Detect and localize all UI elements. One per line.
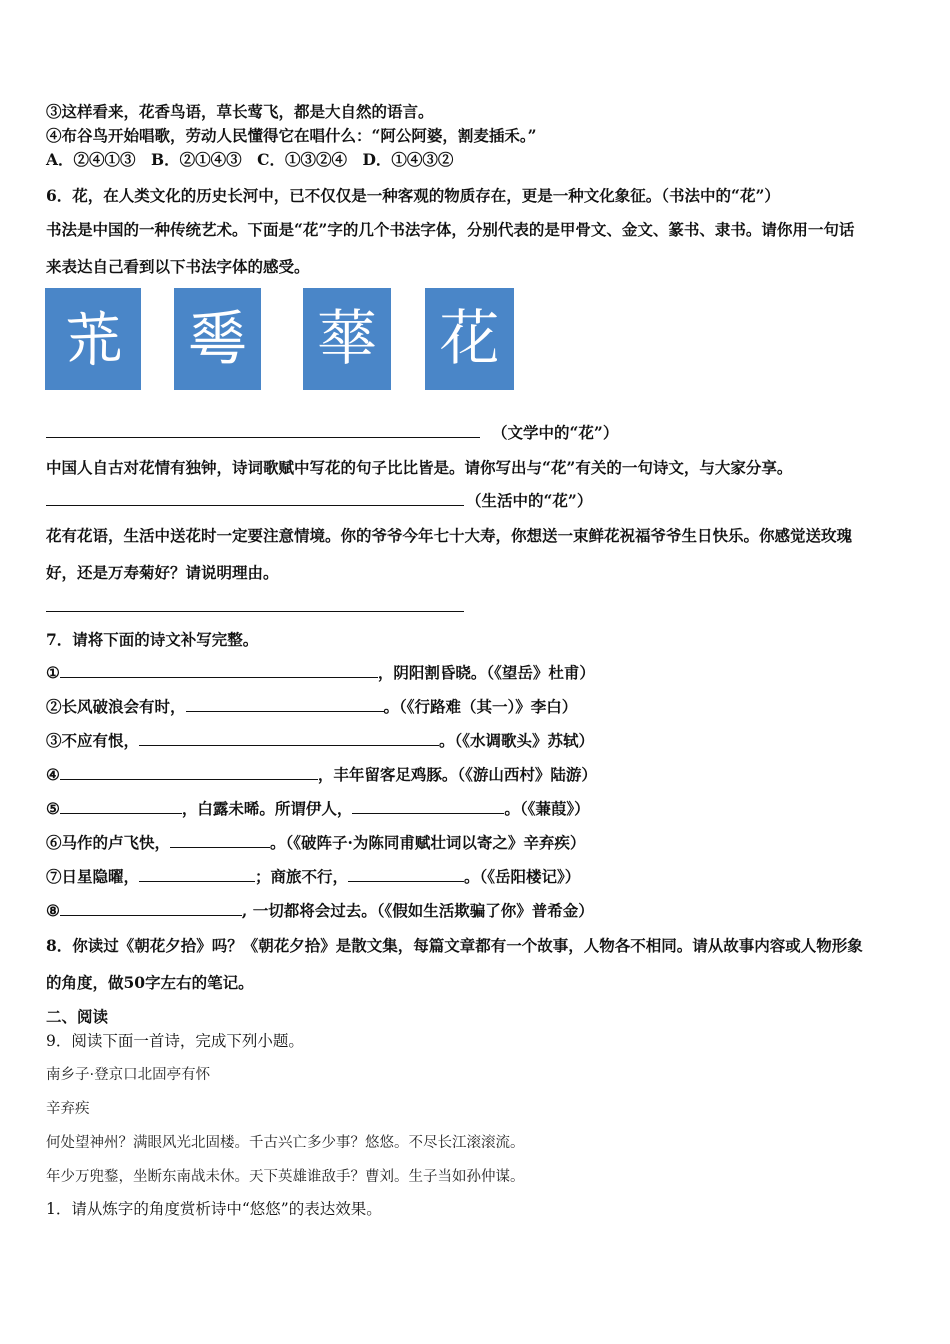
q7-line-5-middle: ，白露未晞。所谓伊人， bbox=[181, 799, 353, 818]
bronze-glyph-image bbox=[174, 288, 261, 390]
q5-option-line-3: ③这样看来，花香鸟语，草长莺飞，都是大自然的语言。 bbox=[46, 102, 434, 121]
q7-line-5-suffix: 。（《蒹葭》） bbox=[504, 799, 590, 818]
q7-blank-7a[interactable] bbox=[139, 866, 255, 882]
q6-calligraphy-text-2: 来表达自己看到以下书法字体的感受。 bbox=[46, 257, 310, 276]
q8-text-2: 的角度，做50字左右的笔记。 bbox=[46, 973, 254, 992]
poem-line-2: 年少万兜鍪，坐断东南战未休。天下英雄谁敌手？曹刘。生子当如孙仲谋。 bbox=[46, 1169, 525, 1185]
q6-literature-label: （文学中的“花”） bbox=[492, 423, 619, 442]
q7-stem: 7．请将下面的诗文补写完整。 bbox=[46, 630, 259, 649]
q7-line-8-suffix: , 一切都将会过去。（《假如生活欺骗了你》普希金） bbox=[241, 901, 594, 920]
q7-line-7-prefix: ⑦日星隐曜， bbox=[46, 867, 140, 886]
q7-line-2 bbox=[46, 696, 577, 718]
clerical-script-glyph: 花 bbox=[439, 304, 500, 374]
q7-line-1 bbox=[46, 662, 595, 684]
q7-blank-7b[interactable] bbox=[348, 866, 464, 882]
poem-line-1: 何处望神州？满眼风光北固楼。千古兴亡多少事？悠悠。不尽长江滚滚流。 bbox=[46, 1135, 525, 1151]
q5-option-line-4: ④布谷鸟开始唱歌，劳动人民懂得它在唱什么：“阿公阿婆，割麦插禾。” bbox=[46, 126, 537, 145]
q7-line-2-prefix: ②长风破浪会有时， bbox=[46, 697, 186, 716]
q6-answer-blank-1[interactable] bbox=[46, 437, 480, 438]
q7-line-6 bbox=[46, 832, 585, 854]
q6-life-text-1: 花有花语，生活中送花时一定要注意情境。你的爷爷今年七十大寿，你想送一束鲜花祝福爷爷生日快乐。你感觉送玫瑰 bbox=[46, 526, 853, 545]
q7-line-1-suffix: ，阴阳割昏晓。（《望岳》杜甫） bbox=[377, 663, 595, 682]
q6-calligraphy-text-1: 书法是中国的一种传统艺术。下面是“花”字的几个书法字体，分别代表的是甲骨文、金文、篆书、隶书。请你用一句话 bbox=[46, 220, 855, 239]
q6-literature-text: 中国人自古对花情有独钟，诗词歌赋中写花的句子比比皆是。请你写出与“花”有关的一句诗文，与大家分享。 bbox=[46, 458, 793, 477]
q7-line-6-prefix: ⑥马作的卢飞快， bbox=[46, 833, 171, 852]
q7-line-7-suffix: 。（《岳阳楼记》） bbox=[464, 867, 581, 886]
q7-line-8 bbox=[46, 900, 594, 922]
q7-line-7-middle: ；商旅不行， bbox=[255, 867, 349, 886]
q7-line-4-suffix: ，丰年留客足鸡豚。（《游山西村》陆游） bbox=[317, 765, 597, 784]
q7-blank-3[interactable] bbox=[139, 730, 439, 746]
q7-line-4-prefix: ④ bbox=[46, 765, 60, 784]
q7-line-7 bbox=[46, 866, 580, 888]
q7-line-4 bbox=[46, 764, 597, 786]
q7-blank-8[interactable] bbox=[60, 900, 242, 916]
poem-author: 辛弃疾 bbox=[46, 1101, 90, 1117]
q7-blank-1[interactable] bbox=[60, 662, 378, 678]
oracle-bone-glyph: 𦬸 bbox=[63, 304, 123, 374]
seal-script-glyph: 蕐 bbox=[317, 304, 377, 374]
seal-script-glyph-image bbox=[303, 288, 391, 390]
q9-stem: 9．阅读下面一首诗，完成下列小题。 bbox=[46, 1032, 304, 1050]
q7-blank-2[interactable] bbox=[186, 696, 384, 712]
q7-line-8-prefix: ⑧ bbox=[46, 901, 60, 920]
q7-line-3-suffix: 。（《水调歌头》苏轼） bbox=[439, 731, 595, 750]
q7-line-3-prefix: ③不应有恨， bbox=[46, 731, 140, 750]
q7-blank-6[interactable] bbox=[170, 832, 270, 848]
q9-sub-question-1: 1．请从炼字的角度赏析诗中“悠悠”的表达效果。 bbox=[46, 1200, 382, 1218]
q7-line-5 bbox=[46, 798, 590, 820]
q7-line-3 bbox=[46, 730, 594, 752]
q7-blank-5b[interactable] bbox=[352, 798, 504, 814]
q7-line-2-suffix: 。（《行路难（其一）》李白） bbox=[383, 697, 578, 716]
q7-line-6-suffix: 。（《破阵子·为陈同甫赋壮词以寄之》辛弃疾） bbox=[270, 833, 586, 852]
q8-text-1: 8．你读过《朝花夕拾》吗？《朝花夕拾》是散文集，每篇文章都有一个故事，人物各不相同。请从故事内容或人物形象 bbox=[46, 936, 863, 955]
section-2-heading: 二、阅读 bbox=[46, 1007, 109, 1026]
q6-life-label: （生活中的“花”） bbox=[466, 491, 593, 510]
q6-answer-blank-2[interactable] bbox=[46, 505, 464, 506]
bronze-glyph: 𠌶 bbox=[187, 304, 248, 374]
poem-title: 南乡子·登京口北固亭有怀 bbox=[46, 1067, 211, 1083]
clerical-script-glyph-image bbox=[425, 288, 514, 390]
q7-blank-4[interactable] bbox=[60, 764, 318, 780]
q7-blank-5a[interactable] bbox=[60, 798, 182, 814]
q7-line-1-prefix: ① bbox=[46, 663, 60, 682]
q6-life-text-2: 好，还是万寿菊好？请说明理由。 bbox=[46, 563, 279, 582]
q6-answer-blank-3[interactable] bbox=[46, 611, 464, 612]
oracle-bone-glyph-image bbox=[45, 288, 141, 390]
q6-stem: 6．花，在人类文化的历史长河中，已不仅仅是一种客观的物质存在，更是一种文化象征。（书法中的“花”） bbox=[46, 186, 780, 205]
q7-line-5-prefix: ⑤ bbox=[46, 799, 60, 818]
q5-answer-choices: A．②④①③ B．②①④③ C．①③②④ D．①④③② bbox=[46, 150, 454, 169]
